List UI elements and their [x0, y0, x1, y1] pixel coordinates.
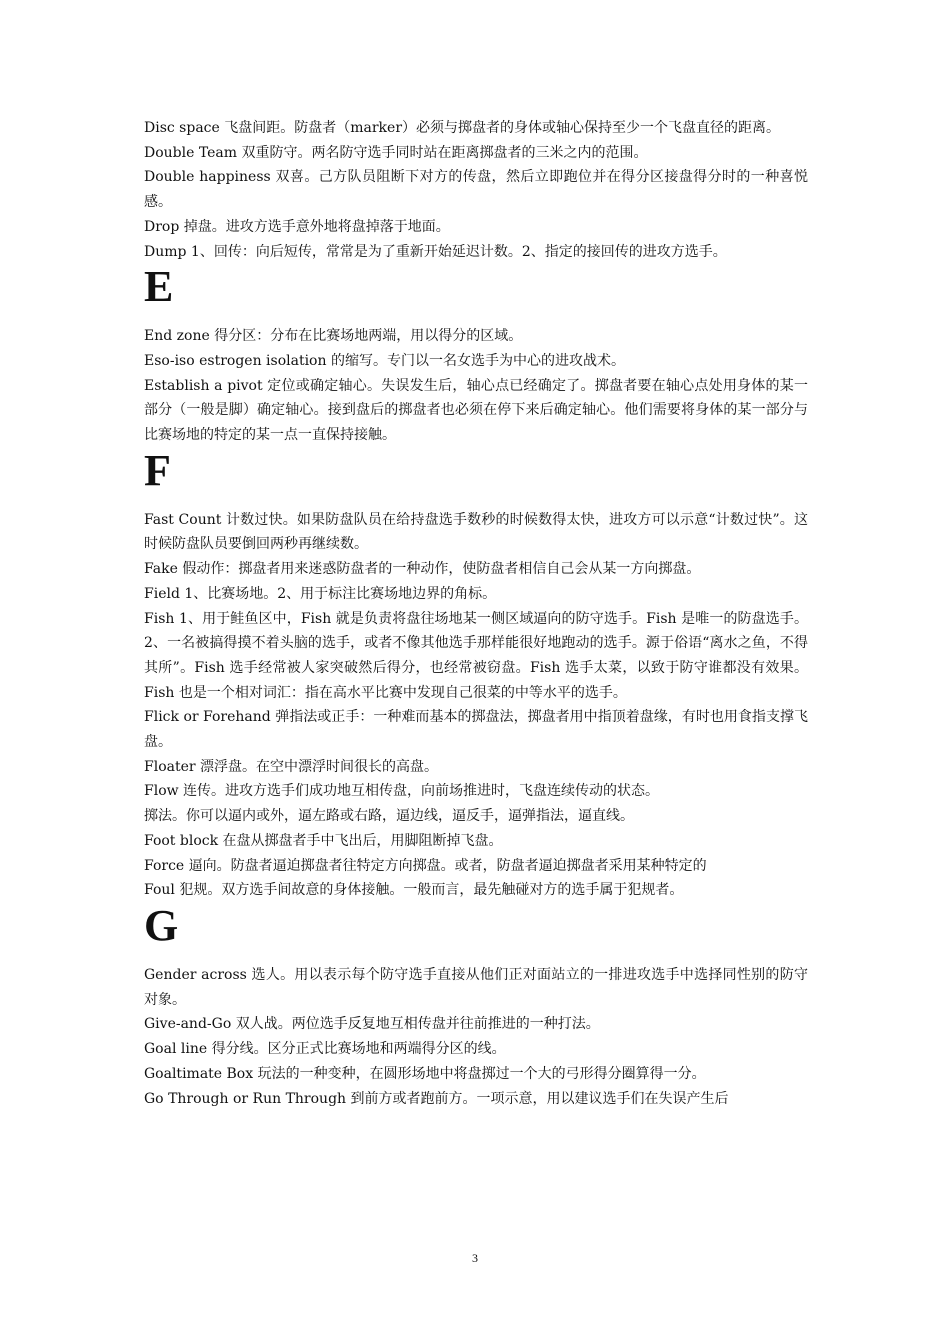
glossary-entry: Fake 假动作：掷盘者用来迷惑防盘者的一种动作，使防盘者相信自己会从某一方向掷盘。: [144, 561, 701, 578]
glossary-entry: Eso-iso estrogen isolation 的缩写。专门以一名女选手为中心的进攻战术。: [144, 352, 625, 369]
glossary-entry: Foul 犯规。双方选手间故意的身体接触。一般而言，最先触碰对方的选手属于犯规者。: [144, 882, 684, 899]
glossary-entry: Foot block 在盘从掷盘者手中飞出后，用脚阻断掉飞盘。: [144, 832, 503, 849]
glossary-entry: 掷法。你可以逼内或外，逼左路或右路，逼边线，逼反手，逼弹指法，逼直线。: [144, 808, 634, 825]
glossary-entry: Double Team 双重防守。两名防守选手同时站在距离掷盘者的三米之内的范围。: [144, 144, 648, 161]
section-heading-f: F: [144, 445, 171, 495]
glossary-entry: Give-and-Go 双人战。两位选手反复地互相传盘并往前推进的一种打法。: [144, 1016, 600, 1033]
glossary-entry: Dump 1、回传：向后短传，常常是为了重新开始延迟计数。2、指定的接回传的进攻方选手。: [144, 243, 727, 260]
document-body: [144, 116, 808, 1111]
glossary-entry: Gender across 选人。用以表示每个防守选手直接从他们正对面站立的一排进攻选手中选择同性别的防守对象。: [144, 966, 808, 1008]
page-number: 3: [472, 1251, 478, 1265]
glossary-entry: Establish a pivot 定位或确定轴心。失误发生后，轴心点已经确定了。掷盘者要在轴心点处用身体的某一部分（一般是脚）确定轴心。接到盘后的掷盘者也必须在停下来后确定轴心。他们需要将身体的某一部分与比赛场地的特定的某一点一直保持接触。: [144, 377, 808, 444]
glossary-entry: Fish 1、用于鲑鱼区中，Fish 就是负责将盘往场地某一侧区域逼向的防守选手。Fish 是唯一的防盘选手。2、一名被搞得摸不着头脑的选手，或者不像其他选手那样能很好地跑动的选手。源于俗语“离水之鱼，不得其所”。Fish 选手经常被人家突破然后得分，也经常被窃盘。Fish 选手太菜，以致于防守谁都没有效果。Fish 也是一个相对词汇：指在高水平比赛中发现自己很菜的中等水平的选手。: [144, 610, 808, 701]
glossary-entry: Double happiness 双喜。己方队员阻断下对方的传盘，然后立即跑位并在得分区接盘得分时的一种喜悦感。: [144, 169, 808, 211]
glossary-entry: Drop 掉盘。进攻方选手意外地将盘掉落于地面。: [144, 218, 450, 235]
glossary-entry: Flick or Forehand 弹指法或正手：一种难而基本的掷盘法，掷盘者用中指顶着盘缘，有时也用食指支撑飞盘。: [144, 709, 808, 751]
glossary-entry: Goal line 得分线。区分正式比赛场地和两端得分区的线。: [144, 1041, 506, 1058]
glossary-entry: Field 1、比赛场地。2、用于标注比赛场地边界的角标。: [144, 585, 497, 602]
section-heading-g: G: [144, 900, 179, 950]
glossary-entry: Flow 连传。进攻方选手们成功地互相传盘，向前场推进时，飞盘连续传动的状态。: [144, 783, 660, 800]
glossary-entry: Disc space 飞盘间距。防盘者（marker）必须与掷盘者的身体或轴心保持至少一个飞盘直径的距离。: [144, 120, 781, 136]
glossary-entry: Floater 漂浮盘。在空中漂浮时间很长的高盘。: [144, 758, 439, 775]
glossary-entry: Goaltimate Box 玩法的一种变种，在圆形场地中将盘掷过一个大的弓形得分圈算得一分。: [144, 1065, 706, 1082]
glossary-entry: Go Through or Run Through 到前方或者跑前方。一项示意，用以建议选手们在失误产生后: [144, 1090, 729, 1107]
glossary-entry: End zone 得分区：分布在比赛场地两端，用以得分的区域。: [144, 328, 523, 345]
glossary-entry: Fast Count 计数过快。如果防盘队员在给持盘选手数秒的时候数得太快，进攻方可以示意“计数过快”。这时候防盘队员要倒回两秒再继续数。: [144, 511, 808, 553]
section-heading-e: E: [144, 262, 174, 312]
glossary-entry: Force 逼向。防盘者逼迫掷盘者往特定方向掷盘。或者，防盘者逼迫掷盘者采用某种特定的: [144, 857, 707, 874]
